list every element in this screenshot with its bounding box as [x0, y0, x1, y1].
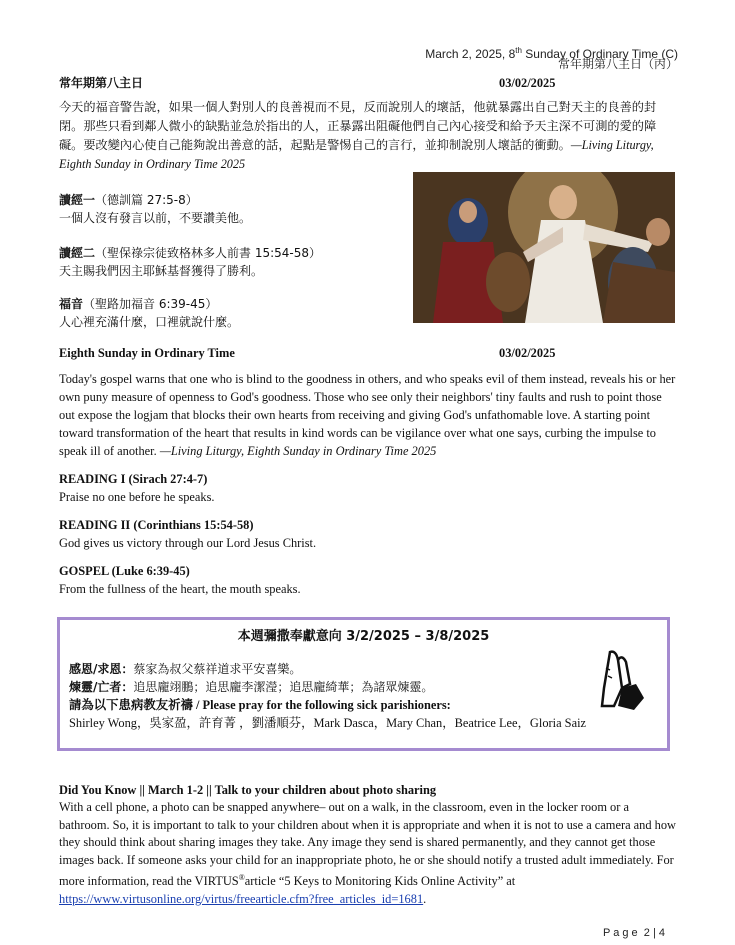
sick-heading: 請為以下患病教友祈禱 / Please pray for the following sick parishioners: — [69, 698, 451, 712]
en-reading1: READING I (Sirach 27:4-7) Praise no one before he speaks. — [59, 472, 215, 504]
cn-reading1: 讀經一（德訓篇 27:5-8） 一個人沒有發言以前，不要讚美他。 — [59, 193, 252, 225]
cn-reading2: 讀經二（聖保祿宗徒致格林多人前書 15:54-58） 天主賜我們因主耶穌基督獲得了勝利。 — [59, 246, 322, 278]
thanks-intention: 感恩/求恩：蔡家為叔父蔡祥道求平安喜樂。 — [69, 662, 302, 676]
praying-hands-icon — [596, 648, 648, 712]
cn-date: 03/02/2025 — [499, 76, 556, 90]
issue-chinese-header: 常年期第八主日（丙） — [557, 57, 678, 71]
sick-names: Shirley Wong，吳家盈，許育菁 ，劉潘順芬，Mark Dasca，Mary Chan，Beatrice Lee，Gloria Saiz — [69, 716, 587, 730]
mass-intentions-box — [57, 617, 670, 751]
cn-gospel: 福音（聖路加福音 6:39-45） 人心裡充滿什麼，口裡就說什麼。 — [59, 297, 240, 329]
did-you-know-heading: Did You Know || March 1-2 || Talk to your children about photo sharing — [59, 783, 437, 797]
issue-date-header: March 2, 2025, 8th Sunday of Ordinary Time (C) — [425, 46, 678, 61]
en-reading2: READING II (Corinthians 15:54-58) God gives us victory through our Lord Jesus Christ. — [59, 518, 317, 550]
en-gospel: GOSPEL (Luke 6:39-45) From the fullness of the heart, the mouth speaks. — [59, 564, 301, 596]
page-number: P a g e 2 | 4 — [603, 927, 665, 939]
cn-intro: 今天的福音警告說，如果一個人對別人的良善視而不見，反而說別人的壞話，他就暴露出自己對天主的良善的封閉。那些只看到鄰人微小的缺點並急於指出的人，正暴露出阻礙他們自己內心接受和給予天主深不可測的愛的障礙。要改變內心使自己能夠說出善意的話，起點是警惕自己的言行，並抑制說別人壞話的衝動。—Living Liturgy, Eighth Sunday in Ordinary Time 2025 — [59, 100, 657, 171]
en-intro: Today's gospel warns that one who is blind to the goodness in others, and who speaks evil of them instead, reveals his or her own puny measure of openness to God's goodness. Those who see only their neighbors' tiny faults and rush to point those out expose the logjam that blocks their own hearts from receiving and giving God's unfathomable love. A starting point toward transformation of the heart that results in kind words can be vigilance over what one says, curbing the impulse to speak ill of another. —Living Liturgy, Eighth Sunday in Ordinary Time 2025 — [59, 372, 676, 458]
mass-box-title: 本週彌撒奉獻意向 3/2/2025 – 3/8/2025 — [237, 629, 490, 644]
deceased-intention: 煉靈/亡者：追思龐翊鵬；追思龐李潔瀅；追思龐綺華；為諸眾煉靈。 — [69, 680, 434, 694]
en-date: 03/02/2025 — [499, 346, 556, 360]
christ-painting-image — [413, 172, 675, 323]
virtus-article-link[interactable]: https://www.virtusonline.org/virtus/freearticle.cfm?free_articles_id=1681 — [59, 891, 424, 906]
en-title: Eighth Sunday in Ordinary Time — [59, 346, 235, 360]
cn-title: 常年期第八主日 — [59, 76, 144, 90]
did-you-know-body: With a cell phone, a photo can be snapped anywhere– out on a walk, in the classroom, even in the locker room or a bathroom. So, it is important to talk to your children about when it is appropriate and when it is not to use a camera and how they should think about sharing images they take. Any image they send is shared permanently, and they cannot get those images back. If someone asks your child for an inappropriate photo, he or she should notify a trusted adult immediately. For more information, read the VIRTUS®article “5 Keys to Monitoring Kids Online Activity” at https://www.virtusonline.org/virtus/freearticle.cfm?free_articles_id=1681. — [59, 800, 676, 906]
